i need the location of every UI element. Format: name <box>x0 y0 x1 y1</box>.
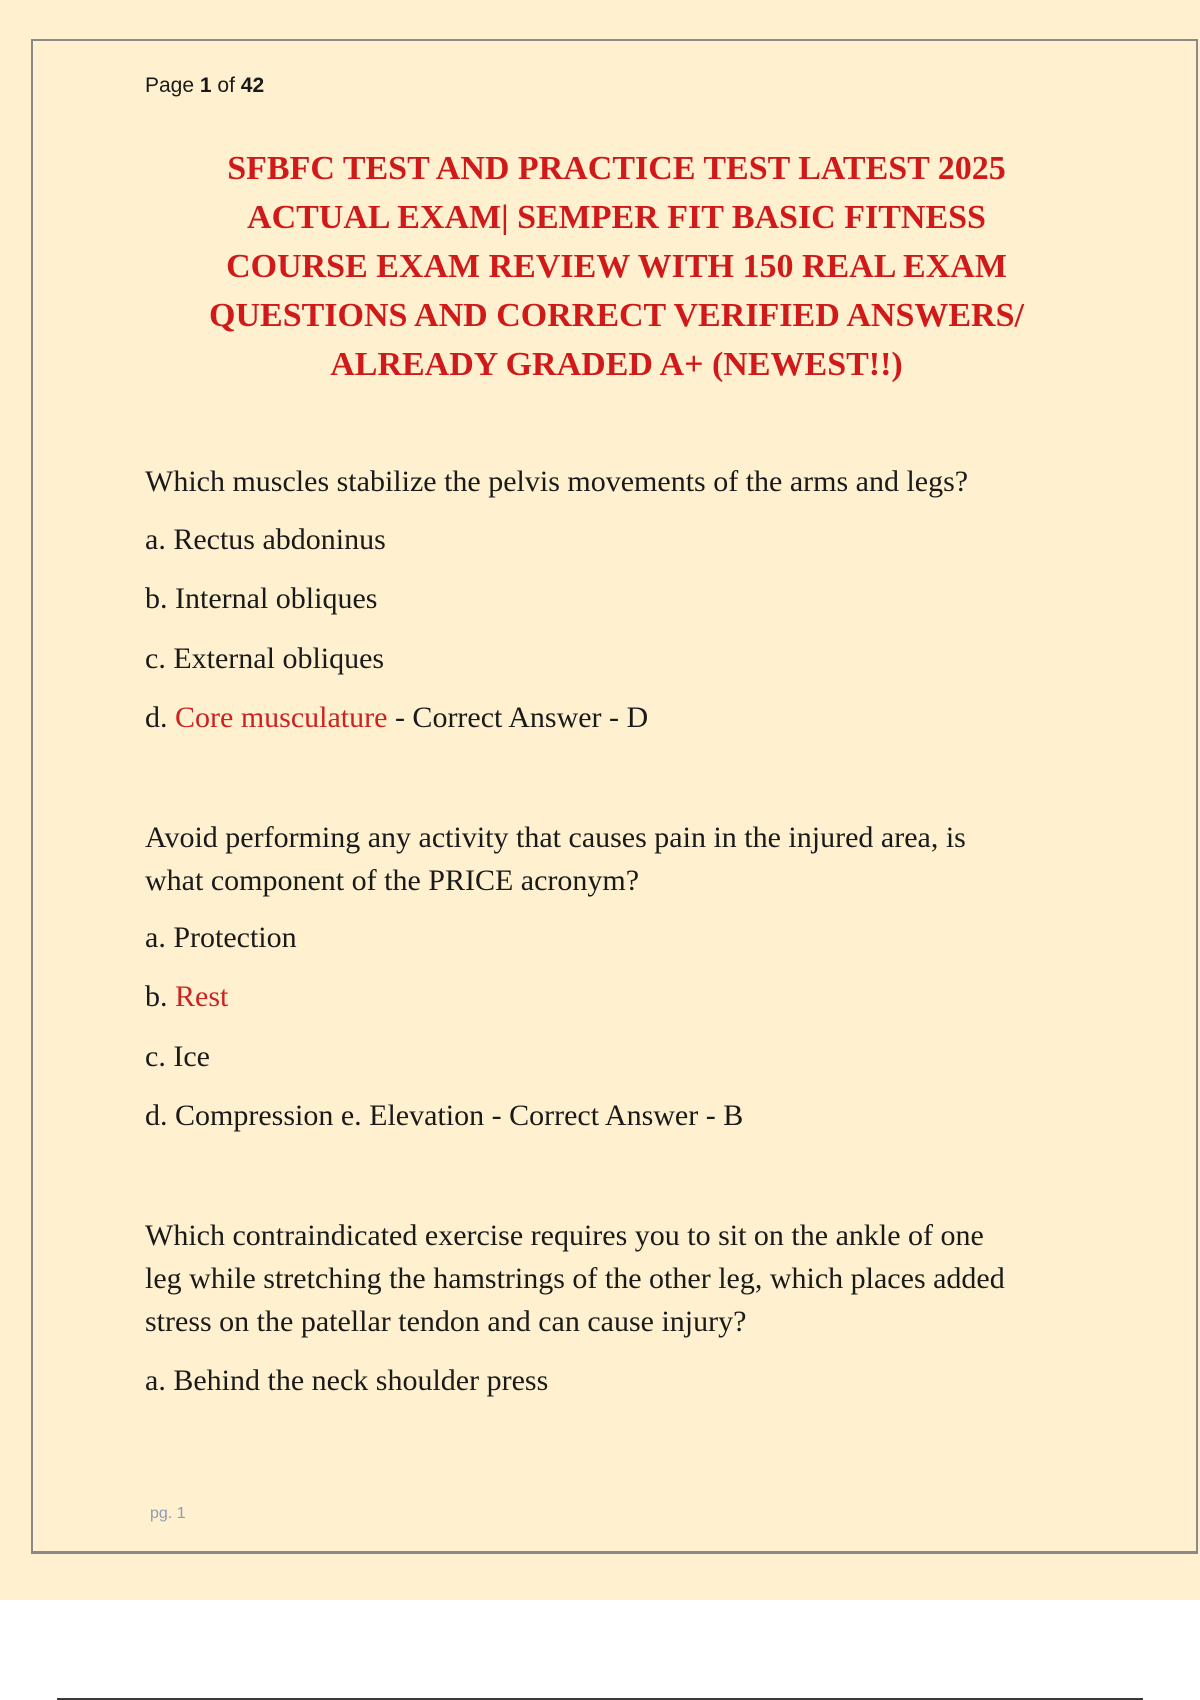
question-1-option-c <box>145 641 384 677</box>
page-current: 1 <box>199 74 212 97</box>
option-prefix: a. <box>145 921 166 954</box>
correct-answer-note: - Correct Answer - D <box>387 701 649 734</box>
question-1-option-a <box>145 522 386 558</box>
page-footer-number: pg. 1 <box>150 1505 186 1522</box>
correct-option-text: Core musculature <box>175 701 388 734</box>
question-3-line-2: leg while stretching the hamstrings of the other leg, which places added <box>145 1262 1005 1295</box>
page-of: of <box>217 74 235 97</box>
question-2-line-2: what component of the PRICE acronym? <box>145 864 640 897</box>
question-2-text <box>145 816 966 902</box>
option-prefix: d. <box>145 701 168 734</box>
question-2-line-1: Avoid performing any activity that causes pain in the injured area, is <box>145 821 966 854</box>
question-2-option-d <box>145 1098 743 1134</box>
option-text: Rectus abdoninus <box>173 523 386 556</box>
title-line-4: QUESTIONS AND CORRECT VERIFIED ANSWERS/ <box>209 297 1024 334</box>
option-text: Internal obliques <box>175 582 378 615</box>
title-line-3: COURSE EXAM REVIEW WITH 150 REAL EXAM <box>226 248 1007 285</box>
question-3-text <box>145 1214 1005 1343</box>
option-text: External obliques <box>173 642 385 675</box>
question-1-option-d <box>145 700 648 736</box>
title-line-5: ALREADY GRADED A+ (NEWEST!!) <box>330 346 903 383</box>
option-prefix: d. <box>145 1099 168 1132</box>
option-prefix: c. <box>145 1040 166 1073</box>
option-text: Behind the neck shoulder press <box>173 1364 549 1397</box>
option-prefix: a. <box>145 1364 166 1397</box>
option-text: Ice <box>173 1040 210 1073</box>
question-1-option-b <box>145 581 377 617</box>
title-line-1: SFBFC TEST AND PRACTICE TEST LATEST 2025 <box>227 150 1006 187</box>
page-label: Page <box>145 74 195 97</box>
question-3-option-a <box>145 1363 548 1399</box>
question-2-option-a <box>145 920 297 956</box>
option-text: Protection <box>173 921 297 954</box>
option-prefix: c. <box>145 642 166 675</box>
option-prefix: a. <box>145 523 166 556</box>
correct-option-text: Rest <box>175 980 229 1013</box>
question-2-option-b <box>145 979 228 1015</box>
question-2-option-c <box>145 1039 210 1075</box>
question-3-line-1: Which contraindicated exercise requires you to sit on the ankle of one <box>145 1219 984 1252</box>
document-title <box>145 144 1088 389</box>
option-prefix: b. <box>145 980 168 1013</box>
option-prefix: b. <box>145 582 168 615</box>
page-total: 42 <box>240 74 265 97</box>
question-1-text: Which muscles stabilize the pelvis movements of the arms and legs? <box>145 465 969 498</box>
option-text: Compression e. Elevation - Correct Answer - B <box>175 1099 744 1132</box>
title-line-2: ACTUAL EXAM| SEMPER FIT BASIC FITNESS <box>247 199 986 236</box>
page-counter <box>145 74 264 98</box>
question-3-line-3: stress on the patellar tendon and can cause injury? <box>145 1305 747 1338</box>
